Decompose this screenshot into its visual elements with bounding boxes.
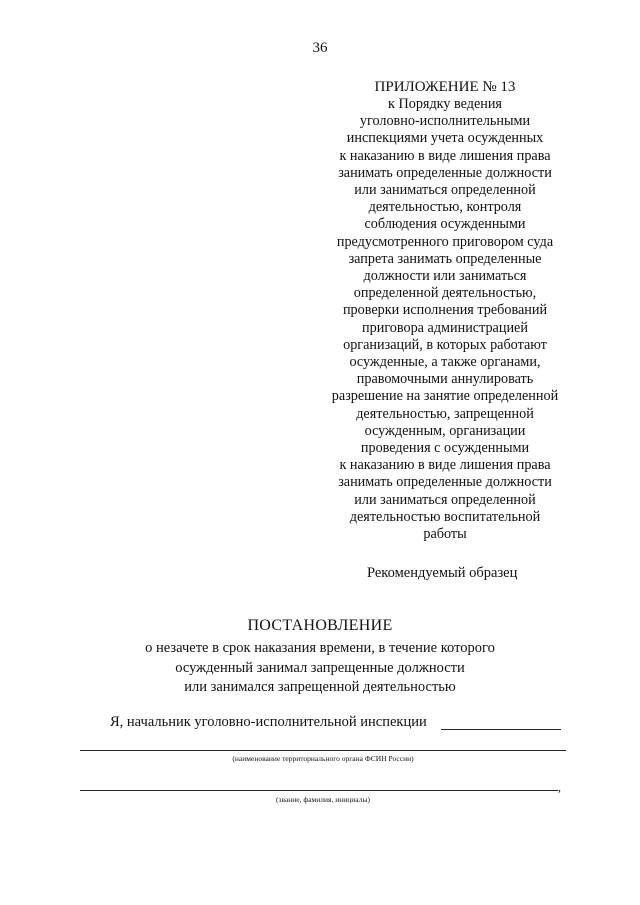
appendix-line: правомочными аннулировать [356,371,534,388]
resolution-subtitle-line: осужденный занимал запрещенные должности [175,659,465,676]
appendix-line: к Порядку ведения [388,96,502,112]
statement-text: Я, начальник уголовно-исполнительной инспекции [110,714,427,730]
territorial-organ-fill-line[interactable] [80,750,566,751]
appendix-line: должности или заниматься [363,268,527,285]
resolution-subtitle-line: о незачете в срок наказания времени, в течение которого [145,640,495,656]
appendix-line: к наказанию в виде лишения права [339,147,551,164]
appendix-line: деятельностью, запрещенной [356,405,534,422]
resolution-subtitle [0,639,640,698]
appendix-line: работы [423,526,467,543]
page-number: 36 [312,40,328,56]
appendix-line: деятельностью, контроля [368,199,522,216]
appendix-line: соблюдения осужденными [364,216,526,233]
appendix-line: проверки исполнения требований [342,302,548,319]
appendix-line: к наказанию в виде лишения права [339,457,551,474]
appendix-line: проведения с осужденными [360,440,530,457]
appendix-line: осужденным, организации [364,422,526,439]
appendix-line: приговора администрацией [362,319,528,336]
trailing-comma: , [558,780,561,794]
appendix-block [300,78,590,543]
territorial-organ-caption: (наименование территориального органа ФСИН России) [232,754,414,763]
appendix-line: деятельностью воспитательной [349,508,541,525]
rank-name-caption: (звание, фамилия, инициалы) [276,795,370,804]
appendix-line: занимать определенные должности [338,474,552,491]
inspection-name-fill-line[interactable] [441,729,561,730]
appendix-line: определенной деятельностью, [353,285,537,302]
appendix-line: или заниматься определенной [354,182,536,199]
appendix-line: занимать определенные должности [338,164,552,181]
appendix-line: инспекциями учета осужденных [346,130,544,147]
appendix-line: уголовно-исполнительными [359,113,531,130]
appendix-line: осужденные, а также органами, [349,354,541,371]
appendix-line: запрета занимать определенные [348,250,542,267]
appendix-line: предусмотренного приговором суда [336,233,554,250]
sample-label: Рекомендуемый образец [367,565,518,581]
appendix-line: организаций, в которых работают [343,336,547,353]
rank-name-fill-line[interactable] [80,790,558,791]
resolution-subtitle-line: или занимался запрещенной деятельностью [184,679,456,695]
appendix-line: или заниматься определенной [354,491,536,508]
resolution-title: ПОСТАНОВЛЕНИЕ [247,617,393,634]
appendix-title: ПРИЛОЖЕНИЕ № 13 [374,79,516,95]
appendix-line: разрешение на занятие определенной [331,388,559,405]
